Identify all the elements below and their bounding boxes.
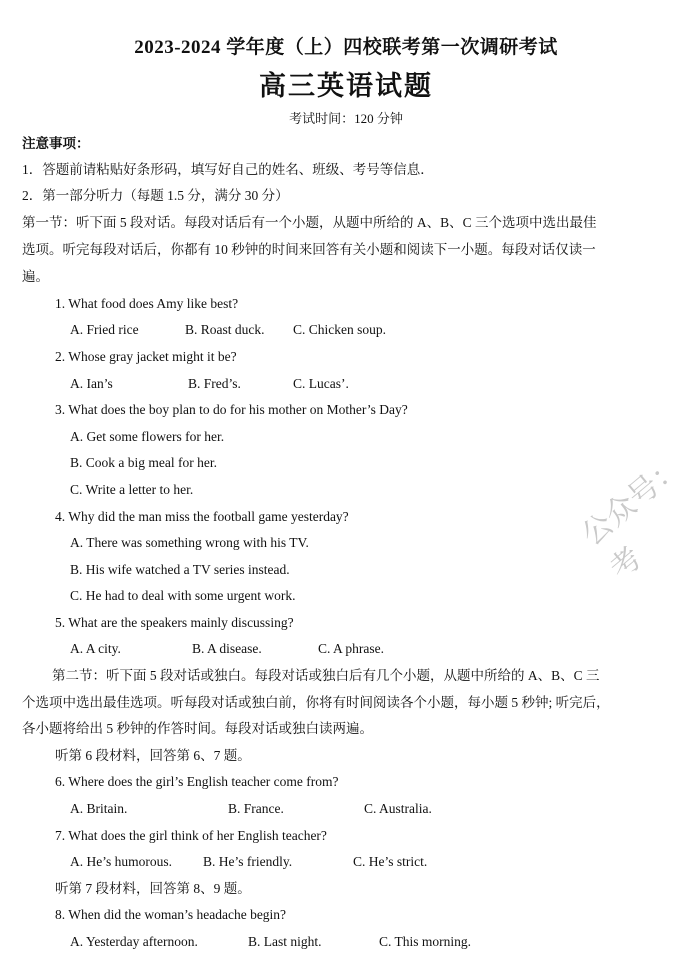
exam-title: 2023-2024 学年度（上）四校联考第一次调研考试 — [134, 37, 558, 58]
section2-text-line-3: 各小题将给出 5 秒钟的作答时间。每段对话或独白读两遍。 — [22, 721, 373, 736]
subject-title: 高三英语试题 — [259, 71, 433, 101]
notes-item-1: 1．答题前请粘贴好条形码，填写好自己的姓名、班级、考号等信息． — [22, 162, 434, 177]
question-3-option-c: C. Write a letter to her. — [70, 482, 194, 497]
option-a: A. He’s humorous. — [70, 854, 172, 869]
question-7-stem: 7. What does the girl think of her English teacher? — [55, 828, 327, 843]
option-b: B. Roast duck. — [185, 322, 265, 337]
question-3-option-a: A. Get some flowers for her. — [70, 429, 225, 444]
option-c: C. This morning. — [379, 934, 472, 949]
question-3-stem: 3. What does the boy plan to do for his mother on Mother’s Day? — [55, 402, 408, 417]
option-b: B. A disease. — [192, 641, 262, 656]
question-3-option-b: B. Cook a big meal for her. — [70, 455, 217, 470]
option-c: C. Chicken soup. — [293, 322, 386, 337]
option-a: A. Britain. — [70, 801, 128, 816]
option-b: B. Fred’s. — [188, 376, 241, 391]
question-4-option-c: C. He had to deal with some urgent work. — [70, 588, 296, 603]
option-a: A. Ian’s — [70, 376, 113, 391]
material-6-heading: 听第 6 段材料，回答第 6、7 题。 — [55, 748, 251, 763]
section2-text-line-1: 第二节：听下面 5 段对话或独白。每段对话或独白后有几个小题，从题中所给的 A、B、C 三 — [52, 668, 600, 683]
option-a: A. A city. — [70, 641, 121, 656]
notes-item-2: 2．第一部分听力（每题 1.5 分，满分 30 分） — [22, 188, 289, 203]
question-4-stem: 4. Why did the man miss the football game yesterday? — [55, 509, 349, 524]
option-b: B. France. — [228, 801, 284, 816]
time-note: 考试时间：120 分钟 — [289, 111, 403, 126]
section1-text-line-2: 选项。听完每段对话后，你都有 10 秒钟的时间来回答有关小题和阅读下一小题。每段对话仅读一 — [22, 242, 596, 257]
question-1-options — [70, 317, 682, 343]
question-8-options — [70, 929, 682, 955]
option-c: C. A phrase. — [318, 641, 384, 656]
question-6-options — [70, 796, 682, 822]
option-c: C. Australia. — [364, 801, 432, 816]
section2-text-line-2: 个选项中选出最佳选项。听每段对话或独白前，你将有时间阅读各个小题，每小题 5 秒钟; 听完后， — [22, 695, 610, 710]
question-4-option-a: A. There was something wrong with his TV. — [70, 535, 309, 550]
material-7-heading: 听第 7 段材料，回答第 8、9 题。 — [55, 881, 251, 896]
question-8-stem: 8. When did the woman’s headache begin? — [55, 907, 287, 922]
option-c: C. Lucas’. — [293, 376, 349, 391]
question-2-stem: 2. Whose gray jacket might it be? — [55, 349, 237, 364]
section1-text-line-1: 第一节：听下面 5 段对话。每段对话后有一个小题，从题中所给的 A、B、C 三个选项中选出最佳 — [22, 215, 597, 230]
option-b: B. Last night. — [248, 934, 322, 949]
watermark: 公众号：考 — [575, 448, 690, 587]
option-a: A. Yesterday afternoon. — [70, 934, 198, 949]
question-5-options — [70, 636, 682, 662]
question-7-options — [70, 849, 682, 875]
section1-text-line-3: 遍。 — [22, 269, 49, 284]
question-2-options — [70, 371, 682, 397]
notes-heading: 注意事项： — [22, 136, 90, 151]
question-5-stem: 5. What are the speakers mainly discussing? — [55, 615, 294, 630]
option-b: B. He’s friendly. — [203, 854, 293, 869]
question-1-stem: 1. What food does Amy like best? — [55, 296, 239, 311]
question-4-option-b: B. His wife watched a TV series instead. — [70, 562, 290, 577]
option-c: C. He’s strict. — [353, 854, 428, 869]
question-6-stem: 6. Where does the girl’s English teacher come from? — [55, 774, 339, 789]
option-a: A. Fried rice — [70, 322, 139, 337]
